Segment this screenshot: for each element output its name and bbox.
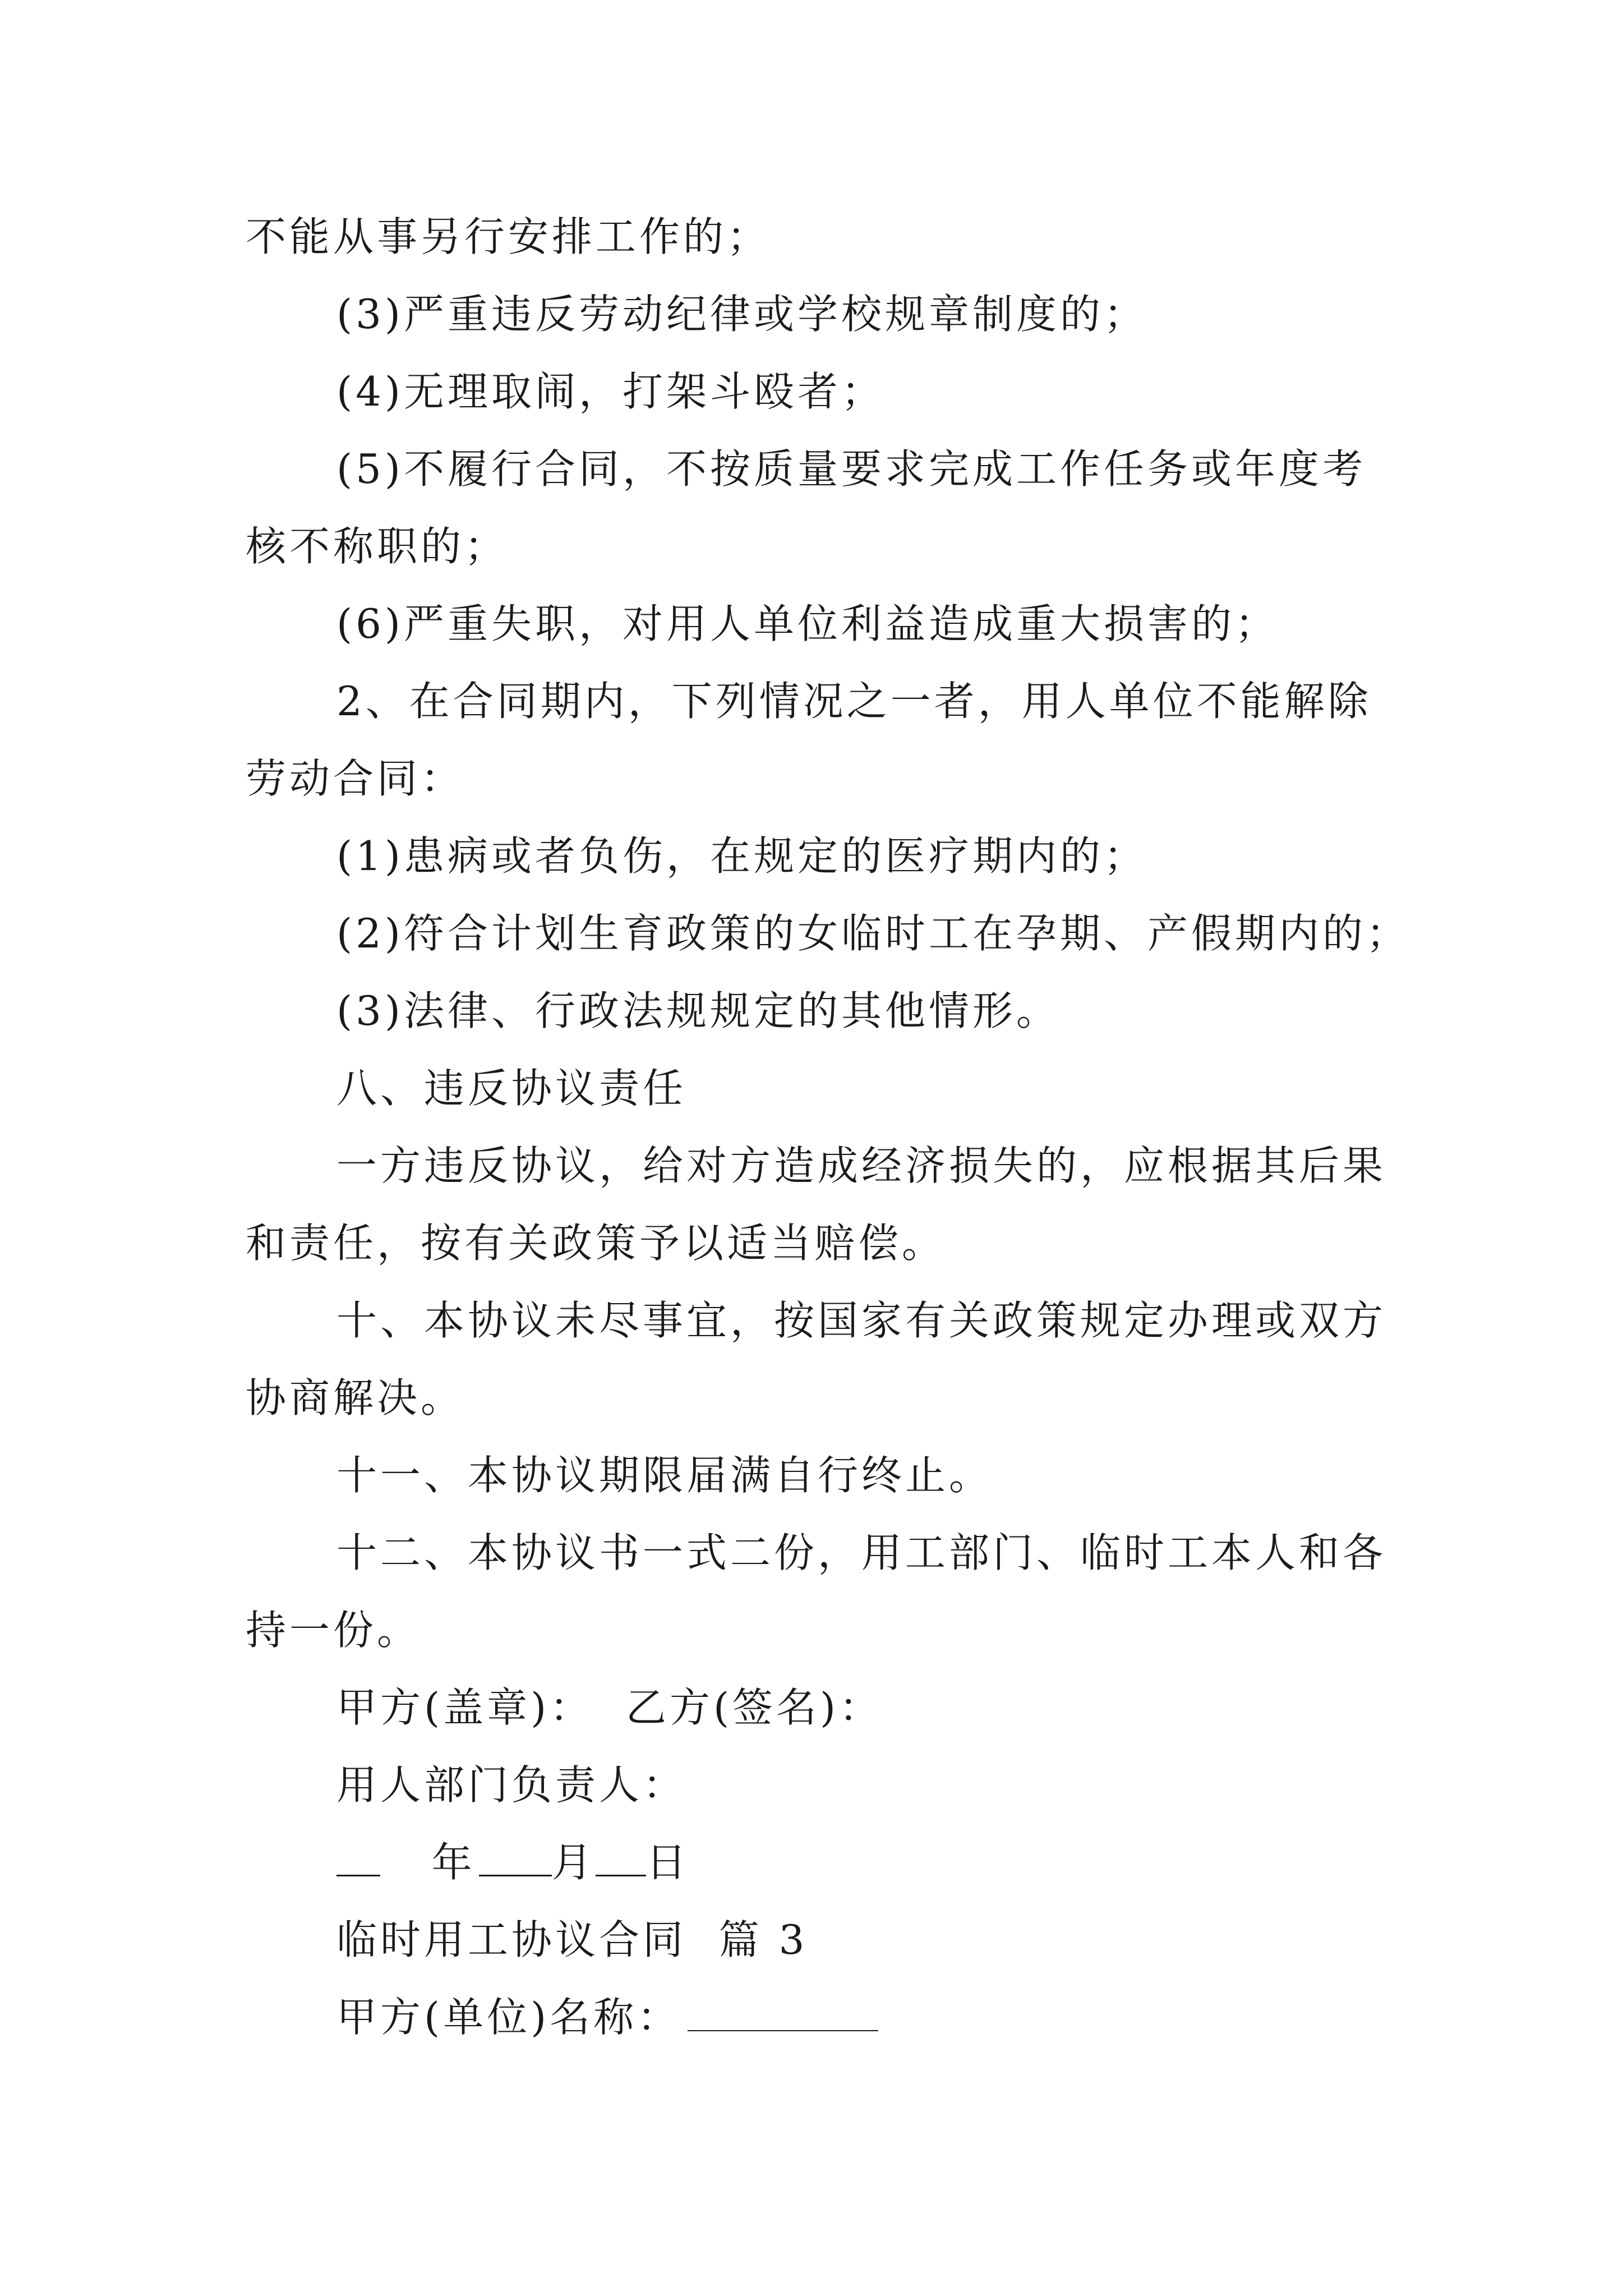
day-blank: [596, 1841, 646, 1876]
text-line: (6)严重失职，对用人单位利益造成重大损害的；: [336, 600, 1279, 647]
year-label: 年: [431, 1839, 476, 1886]
month-label: 月: [551, 1839, 596, 1886]
section-title: 临时用工协议合同 篇 3: [336, 1916, 808, 1963]
date-line: [336, 1835, 690, 1889]
party-a-label: 甲方(单位)名称：: [336, 1994, 681, 2041]
text-line: 用人部门负责人：: [336, 1761, 687, 1809]
month-blank: [479, 1841, 552, 1876]
day-label: 日: [645, 1839, 690, 1886]
text-line: 协商解决。: [246, 1374, 465, 1421]
text-line: 2、在合同期内，下列情况之一者，用人单位不能解除: [336, 678, 1372, 725]
text-line: (4)无理取闹，打架斗殴者；: [336, 368, 885, 415]
text-line: (1)患病或者负伤，在规定的医疗期内的；: [336, 832, 1147, 880]
text-line: (3)法律、行政法规规定的其他情形。: [336, 987, 1060, 1034]
text-line: 一方违反协议，给对方造成经济损失的，应根据其后果: [336, 1142, 1387, 1189]
text-line: (2)符合计划生育政策的女临时工在孕期、产假期内的；: [336, 910, 1410, 957]
signature-line: 甲方(盖章)： 乙方(签名)：: [336, 1684, 883, 1731]
party-a-name-blank: [688, 1996, 878, 2031]
text-line: 不能从事另行安排工作的；: [246, 213, 771, 260]
text-line: 持一份。: [246, 1607, 421, 1654]
text-line: 十一、本协议期限届满自行终止。: [336, 1452, 993, 1499]
section-heading: 八、违反协议责任: [336, 1065, 687, 1112]
year-blank: [336, 1841, 380, 1876]
text-line: 和责任，按有关政策予以适当赔偿。: [246, 1220, 946, 1267]
text-line: (3)严重违反劳动纪律或学校规章制度的；: [336, 291, 1147, 338]
text-line: 十二、本协议书一式二份，用工部门、临时工本人和各: [336, 1529, 1387, 1576]
text-line: 劳动合同：: [246, 755, 465, 802]
party-a-name-line: [336, 1990, 878, 2044]
text-line: 十、本协议未尽事宜，按国家有关政策规定办理或双方: [336, 1297, 1387, 1344]
text-line: (5)不履行合同，不按质量要求完成工作任务或年度考: [336, 445, 1366, 493]
text-line: 核不称职的；: [246, 523, 509, 570]
